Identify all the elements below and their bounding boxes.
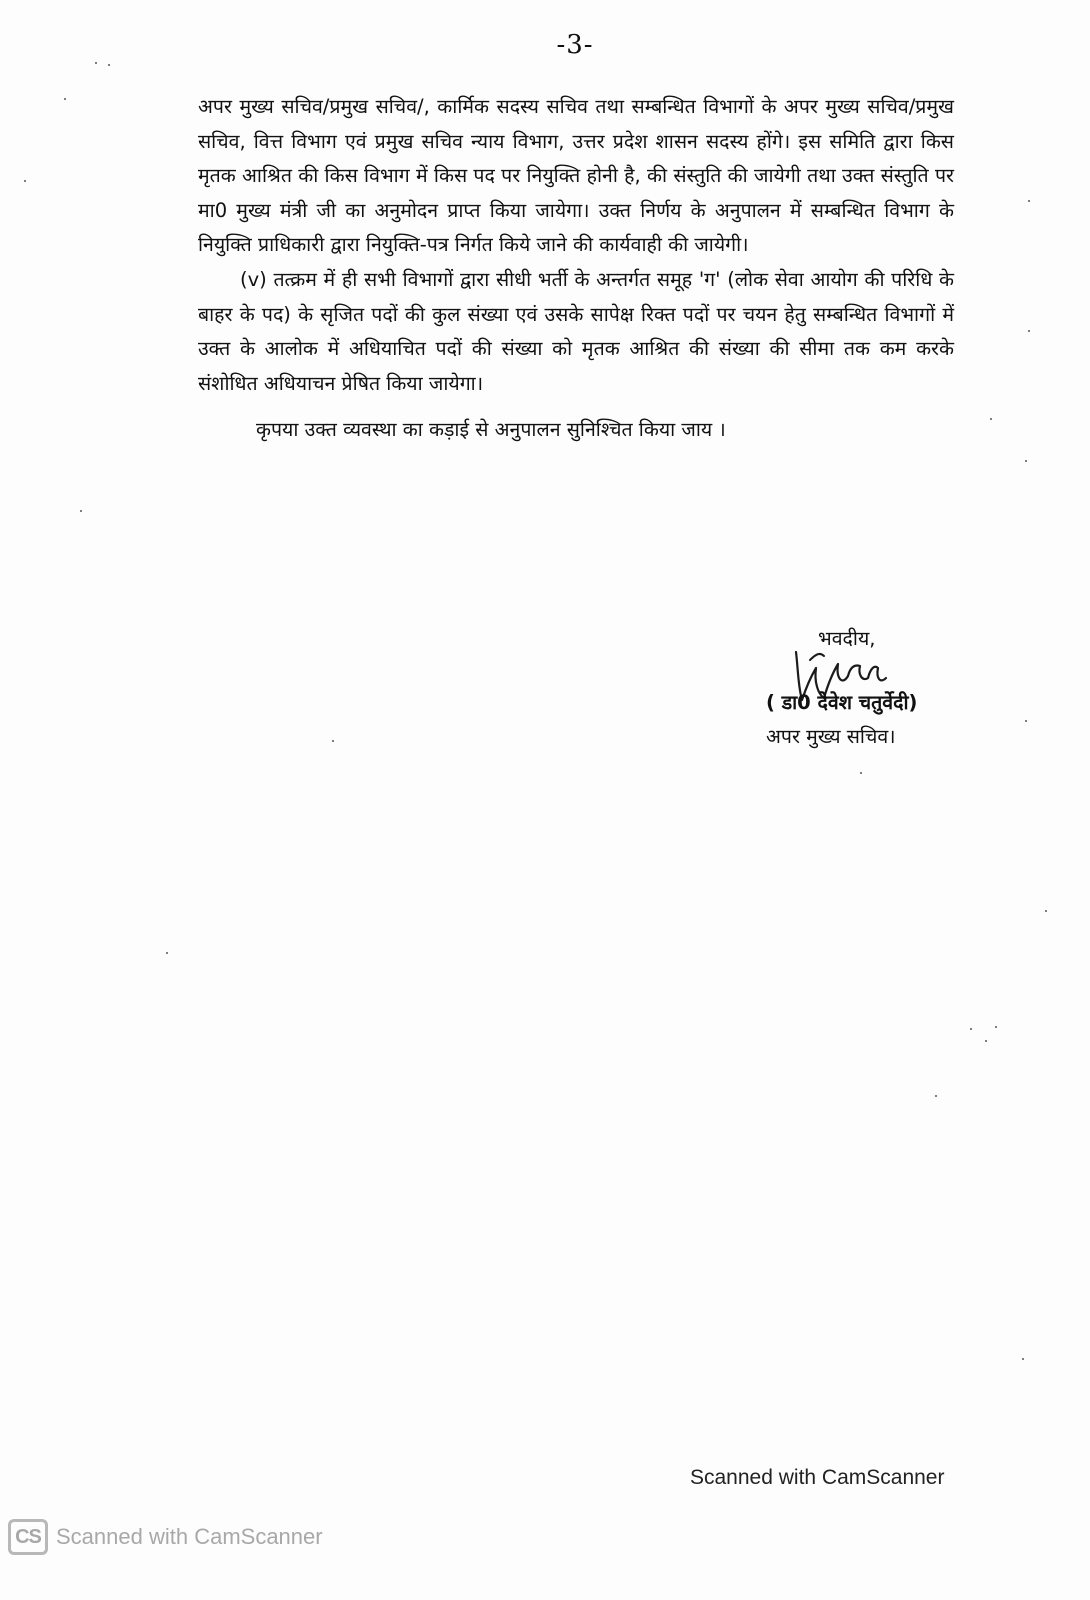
scan-speck xyxy=(24,180,26,182)
scan-speck xyxy=(1028,200,1030,202)
scan-speck xyxy=(95,62,97,64)
page-number: -3- xyxy=(556,30,594,60)
scan-speck xyxy=(985,1040,987,1042)
scan-speck xyxy=(166,952,168,954)
letter-body xyxy=(198,90,954,448)
scan-speck xyxy=(1025,720,1027,722)
scanner-footer-label: Scanned with CamScanner xyxy=(690,1466,945,1489)
signatory-name: ( डा0 देवेश चतुर्वेदी) xyxy=(766,691,918,714)
paragraph-closing: कृपया उक्त व्यवस्था का कड़ाई से अनुपालन सुनिश्चित किया जाय । xyxy=(256,418,726,442)
scan-speck xyxy=(995,1026,997,1028)
scan-speck xyxy=(64,98,66,100)
scan-speck xyxy=(860,772,862,774)
paragraph-continuation: अपर मुख्य सचिव/प्रमुख सचिव/, कार्मिक सदस्य सचिव तथा सम्बन्धित विभागों के अपर मुख्य सचिव/प्रमुख सचिव, वित्त विभाग एवं प्रमुख सचिव न्याय विभाग, उत्तर प्रदेश शासन सदस्य होंगे। इस समिति द्वारा किस मृतक आश्रित की किस विभाग में किस पद पर नियुक्ति होनी है, की संस्तुति की जायेगी तथा उक्त संस्तुति पर मा0 मुख्य मंत्री जी का अनुमोदन प्राप्त किया जायेगा। उक्त निर्णय के अनुपालन में सम्बन्धित विभाग के नियुक्ति प्राधिकारी द्वारा नियुक्ति-पत्र निर्गत किये जाने की कार्यवाही की जायेगी। xyxy=(198,95,954,257)
scan-speck xyxy=(1022,1358,1024,1360)
scan-speck xyxy=(970,1028,972,1030)
scan-speck xyxy=(108,64,110,66)
scan-speck xyxy=(332,740,334,742)
scan-speck xyxy=(1025,460,1027,462)
scan-speck xyxy=(1045,910,1047,912)
camscanner-logo-icon: CS xyxy=(8,1519,48,1555)
scan-speck xyxy=(935,1095,937,1097)
signatory-designation: अपर मुख्य सचिव। xyxy=(766,725,896,748)
signature-block xyxy=(764,622,1004,754)
camscanner-watermark xyxy=(8,1519,323,1555)
scan-speck xyxy=(1028,330,1030,332)
watermark-text: Scanned with CamScanner xyxy=(56,1524,323,1549)
valediction: भवदीय, xyxy=(818,627,876,650)
paragraph-point-v: (v) तत्क्रम में ही सभी विभागों द्वारा सीधी भर्ती के अन्तर्गत समूह 'ग' (लोक सेवा आयोग की परिधि के बाहर के पद) के सृजित पदों की कुल संख्या एवं उसके सापेक्ष रिक्त पदों पर चयन हेतु सम्बन्धित विभागों में उक्त के आलोक में अधियाचित पदों की संख्या को मृतक आश्रित की संख्या की सीमा तक कम करके संशोधित अधियाचन प्रेषित किया जायेगा। xyxy=(198,267,954,395)
scan-speck xyxy=(80,510,82,512)
scan-speck xyxy=(990,418,992,420)
